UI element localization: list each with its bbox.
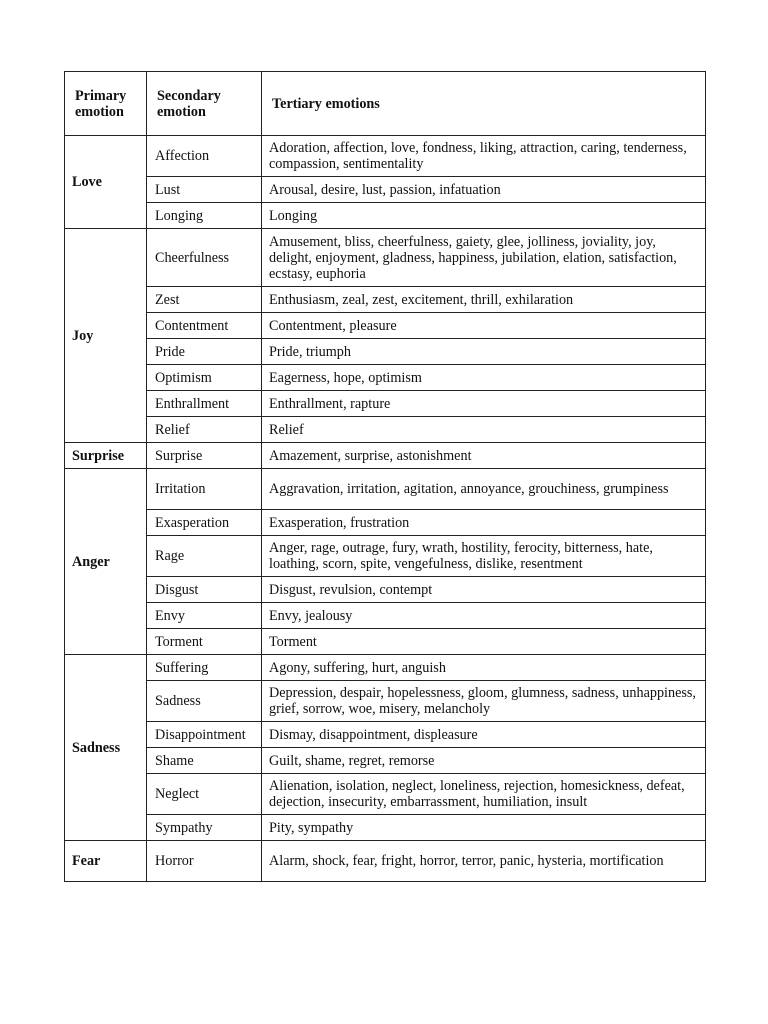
tertiary-emotions-cell: Longing [262,203,706,229]
secondary-emotion-cell: Cheerfulness [147,229,262,287]
table-row [65,536,706,577]
table-row [65,469,706,510]
header-primary-emotion: Primary emotion [65,72,147,136]
primary-emotion-cell: Fear [65,841,147,882]
primary-emotion-cell: Joy [65,229,147,443]
table-row [65,443,706,469]
secondary-emotion-cell: Disgust [147,577,262,603]
tertiary-emotions-cell: Alarm, shock, fear, fright, horror, terror, panic, hysteria, mortification [262,841,706,882]
secondary-emotion-cell: Exasperation [147,510,262,536]
secondary-emotion-cell: Relief [147,417,262,443]
tertiary-emotions-cell: Exasperation, frustration [262,510,706,536]
table-row [65,417,706,443]
table-row [65,722,706,748]
secondary-emotion-cell: Irritation [147,469,262,510]
tertiary-emotions-cell: Amazement, surprise, astonishment [262,443,706,469]
table-row [65,177,706,203]
tertiary-emotions-cell: Guilt, shame, regret, remorse [262,748,706,774]
primary-emotion-cell: Surprise [65,443,147,469]
secondary-emotion-cell: Torment [147,629,262,655]
secondary-emotion-cell: Longing [147,203,262,229]
tertiary-emotions-cell: Depression, despair, hopelessness, gloom, glumness, sadness, unhappiness, grief, sorrow, woe, misery, melancholy [262,681,706,722]
tertiary-emotions-cell: Enthusiasm, zeal, zest, excitement, thrill, exhilaration [262,287,706,313]
secondary-emotion-cell: Neglect [147,774,262,815]
table-row [65,136,706,177]
tertiary-emotions-cell: Pride, triumph [262,339,706,365]
primary-emotion-cell: Anger [65,469,147,655]
tertiary-emotions-cell: Dismay, disappointment, displeasure [262,722,706,748]
tertiary-emotions-cell: Enthrallment, rapture [262,391,706,417]
primary-emotion-cell: Love [65,136,147,229]
table-row [65,841,706,882]
secondary-emotion-cell: Zest [147,287,262,313]
table-body [65,136,706,882]
secondary-emotion-cell: Shame [147,748,262,774]
tertiary-emotions-cell: Eagerness, hope, optimism [262,365,706,391]
header-secondary-emotion: Secondary emotion [147,72,262,136]
table-row [65,577,706,603]
secondary-emotion-cell: Suffering [147,655,262,681]
secondary-emotion-cell: Sadness [147,681,262,722]
secondary-emotion-cell: Lust [147,177,262,203]
table-row [65,748,706,774]
header-tertiary-emotions: Tertiary emotions [262,72,706,136]
table-row [65,203,706,229]
table-row [65,339,706,365]
tertiary-emotions-cell: Envy, jealousy [262,603,706,629]
table-row [65,510,706,536]
secondary-emotion-cell: Optimism [147,365,262,391]
table-row [65,629,706,655]
tertiary-emotions-cell: Arousal, desire, lust, passion, infatuation [262,177,706,203]
tertiary-emotions-cell: Amusement, bliss, cheerfulness, gaiety, glee, jolliness, joviality, joy, delight, enjoyment, gladness, happiness, jubilation, elation, satisfaction, ecstasy, euphoria [262,229,706,287]
tertiary-emotions-cell: Alienation, isolation, neglect, loneliness, rejection, homesickness, defeat, dejection, insecurity, embarrassment, humiliation, insult [262,774,706,815]
table-row [65,229,706,287]
tertiary-emotions-cell: Agony, suffering, hurt, anguish [262,655,706,681]
tertiary-emotions-cell: Adoration, affection, love, fondness, liking, attraction, caring, tenderness, compassion, sentimentality [262,136,706,177]
primary-emotion-cell: Sadness [65,655,147,841]
table-row [65,774,706,815]
table-row [65,313,706,339]
tertiary-emotions-cell: Aggravation, irritation, agitation, annoyance, grouchiness, grumpiness [262,469,706,510]
emotions-table [64,71,706,882]
secondary-emotion-cell: Enthrallment [147,391,262,417]
tertiary-emotions-cell: Pity, sympathy [262,815,706,841]
tertiary-emotions-cell: Disgust, revulsion, contempt [262,577,706,603]
header-row [65,72,706,136]
secondary-emotion-cell: Disappointment [147,722,262,748]
table-row [65,603,706,629]
secondary-emotion-cell: Rage [147,536,262,577]
secondary-emotion-cell: Affection [147,136,262,177]
tertiary-emotions-cell: Anger, rage, outrage, fury, wrath, hostility, ferocity, bitterness, hate, loathing, scorn, spite, vengefulness, dislike, resentment [262,536,706,577]
tertiary-emotions-cell: Relief [262,417,706,443]
table-row [65,681,706,722]
table-row [65,287,706,313]
secondary-emotion-cell: Surprise [147,443,262,469]
table-row [65,655,706,681]
secondary-emotion-cell: Contentment [147,313,262,339]
secondary-emotion-cell: Envy [147,603,262,629]
secondary-emotion-cell: Pride [147,339,262,365]
secondary-emotion-cell: Sympathy [147,815,262,841]
tertiary-emotions-cell: Contentment, pleasure [262,313,706,339]
table-header [65,72,706,136]
secondary-emotion-cell: Horror [147,841,262,882]
table-row [65,815,706,841]
tertiary-emotions-cell: Torment [262,629,706,655]
table-row [65,365,706,391]
table-row [65,391,706,417]
